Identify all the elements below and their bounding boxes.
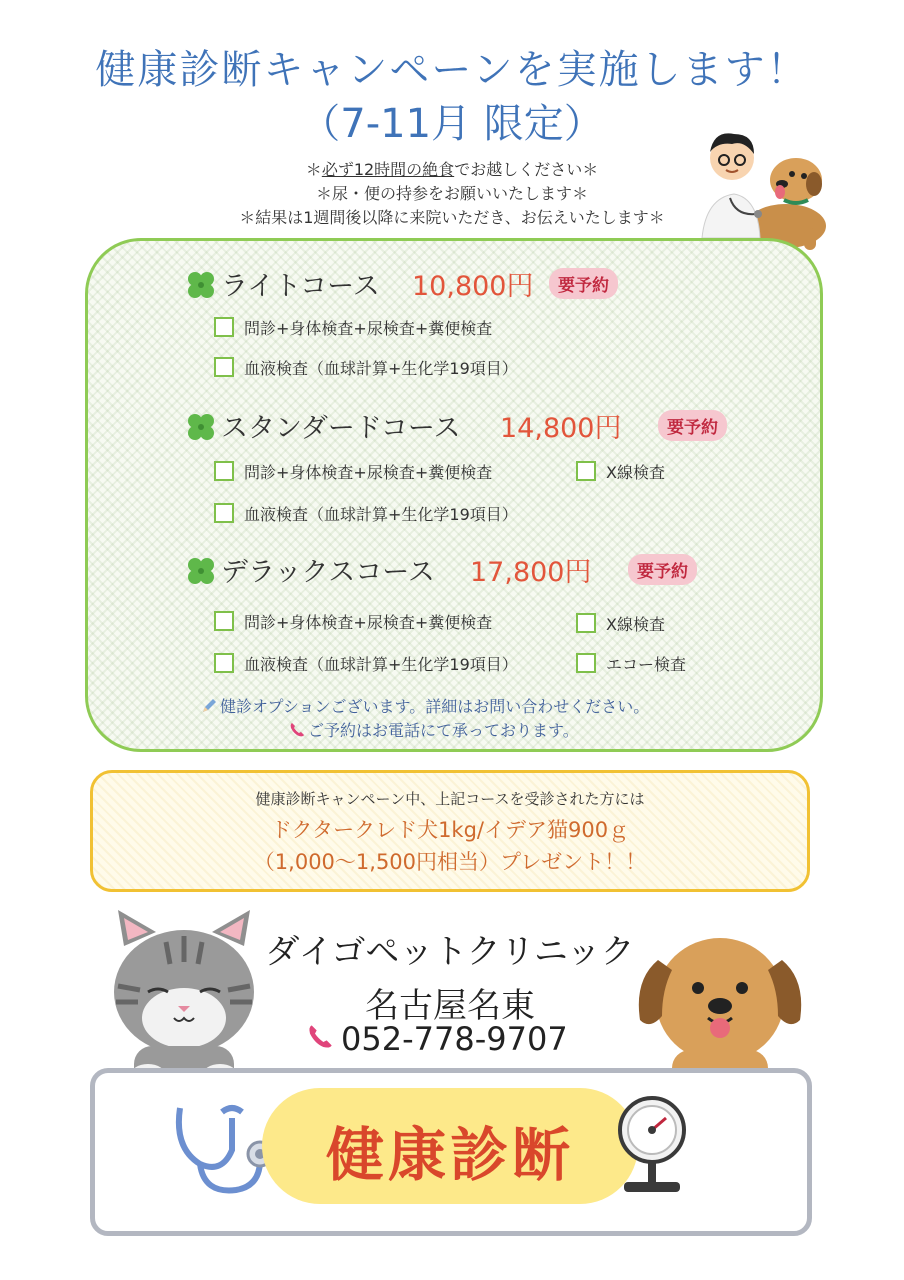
checkbox[interactable] [576,613,596,633]
present-line-1: 健康診断キャンペーン中、上記コースを受診された方には [255,790,645,808]
checkbox[interactable] [576,653,596,673]
scale-icon [610,1094,694,1198]
reserve-badge: 要予約 [549,268,618,299]
pencil-icon [200,697,218,715]
clover-icon [185,555,217,587]
check-item: エコー検査 [576,652,686,675]
check-item: 問診+身体検査+尿検査+糞便検査 [214,316,492,339]
vet-with-dog-illustration [696,128,828,254]
phone-icon [305,1022,335,1052]
clover-icon [185,411,217,443]
checkbox[interactable] [214,317,234,337]
page-subtitle: （7-11月 限定） [300,101,604,147]
checkbox[interactable] [214,357,234,377]
reserve-badge: 要予約 [658,410,727,441]
reservation-note: ご予約はお電話にて承っております。 [288,718,579,741]
clinic-phone [305,1020,568,1058]
clover-icon [185,269,217,301]
present-line-3: （1,000〜1,500円相当）プレゼント！！ [253,850,647,874]
course-standard-price: 14,800円 [500,413,622,444]
reserve-badge: 要予約 [628,554,697,585]
phone-number[interactable]: 052-778-9707 [341,1020,568,1058]
checkbox[interactable] [214,461,234,481]
check-item: 血液検査（血球計算+生化学19項目） [214,652,518,675]
check-item: 血液検査（血球計算+生化学19項目） [214,502,518,525]
checkbox[interactable] [214,503,234,523]
course-light-title: ライトコース [185,264,380,303]
page-title: 健康診断キャンペーンを実施します！ [95,47,809,93]
check-item: X線検査 [576,612,665,635]
phone-icon [288,721,306,739]
note-line-2: ＊尿・便の持参をお願いいたします＊ [315,184,588,203]
note-line-3: ＊結果は1週間後以降に来院いただき、お伝えいたします＊ [239,208,665,227]
banner-title: 健康診断 [325,1121,574,1189]
checkbox[interactable] [576,461,596,481]
course-deluxe-title: デラックスコース [185,550,435,589]
check-item: 問診+身体検査+尿検査+糞便検査 [214,610,492,633]
course-standard-title: スタンダードコース [185,406,461,445]
present-line-2: ドクタークレド犬1kg/イデア猫900ｇ [270,818,630,842]
check-item: X線検査 [576,460,665,483]
note-line-1: ＊必ず12時間の絶食でお越しください＊ [305,160,599,179]
checkbox[interactable] [214,611,234,631]
course-light-price: 10,800円 [412,271,534,302]
clinic-branch: 名古屋名東 [365,986,535,1026]
checkbox[interactable] [214,653,234,673]
check-item: 血液検査（血球計算+生化学19項目） [214,356,518,379]
course-deluxe-price: 17,800円 [470,557,592,588]
options-note: 健診オプションございます。詳細はお問い合わせください。 [200,694,649,717]
clinic-name: ダイゴペットクリニック [265,932,635,972]
check-item: 問診+身体検査+尿検査+糞便検査 [214,460,492,483]
